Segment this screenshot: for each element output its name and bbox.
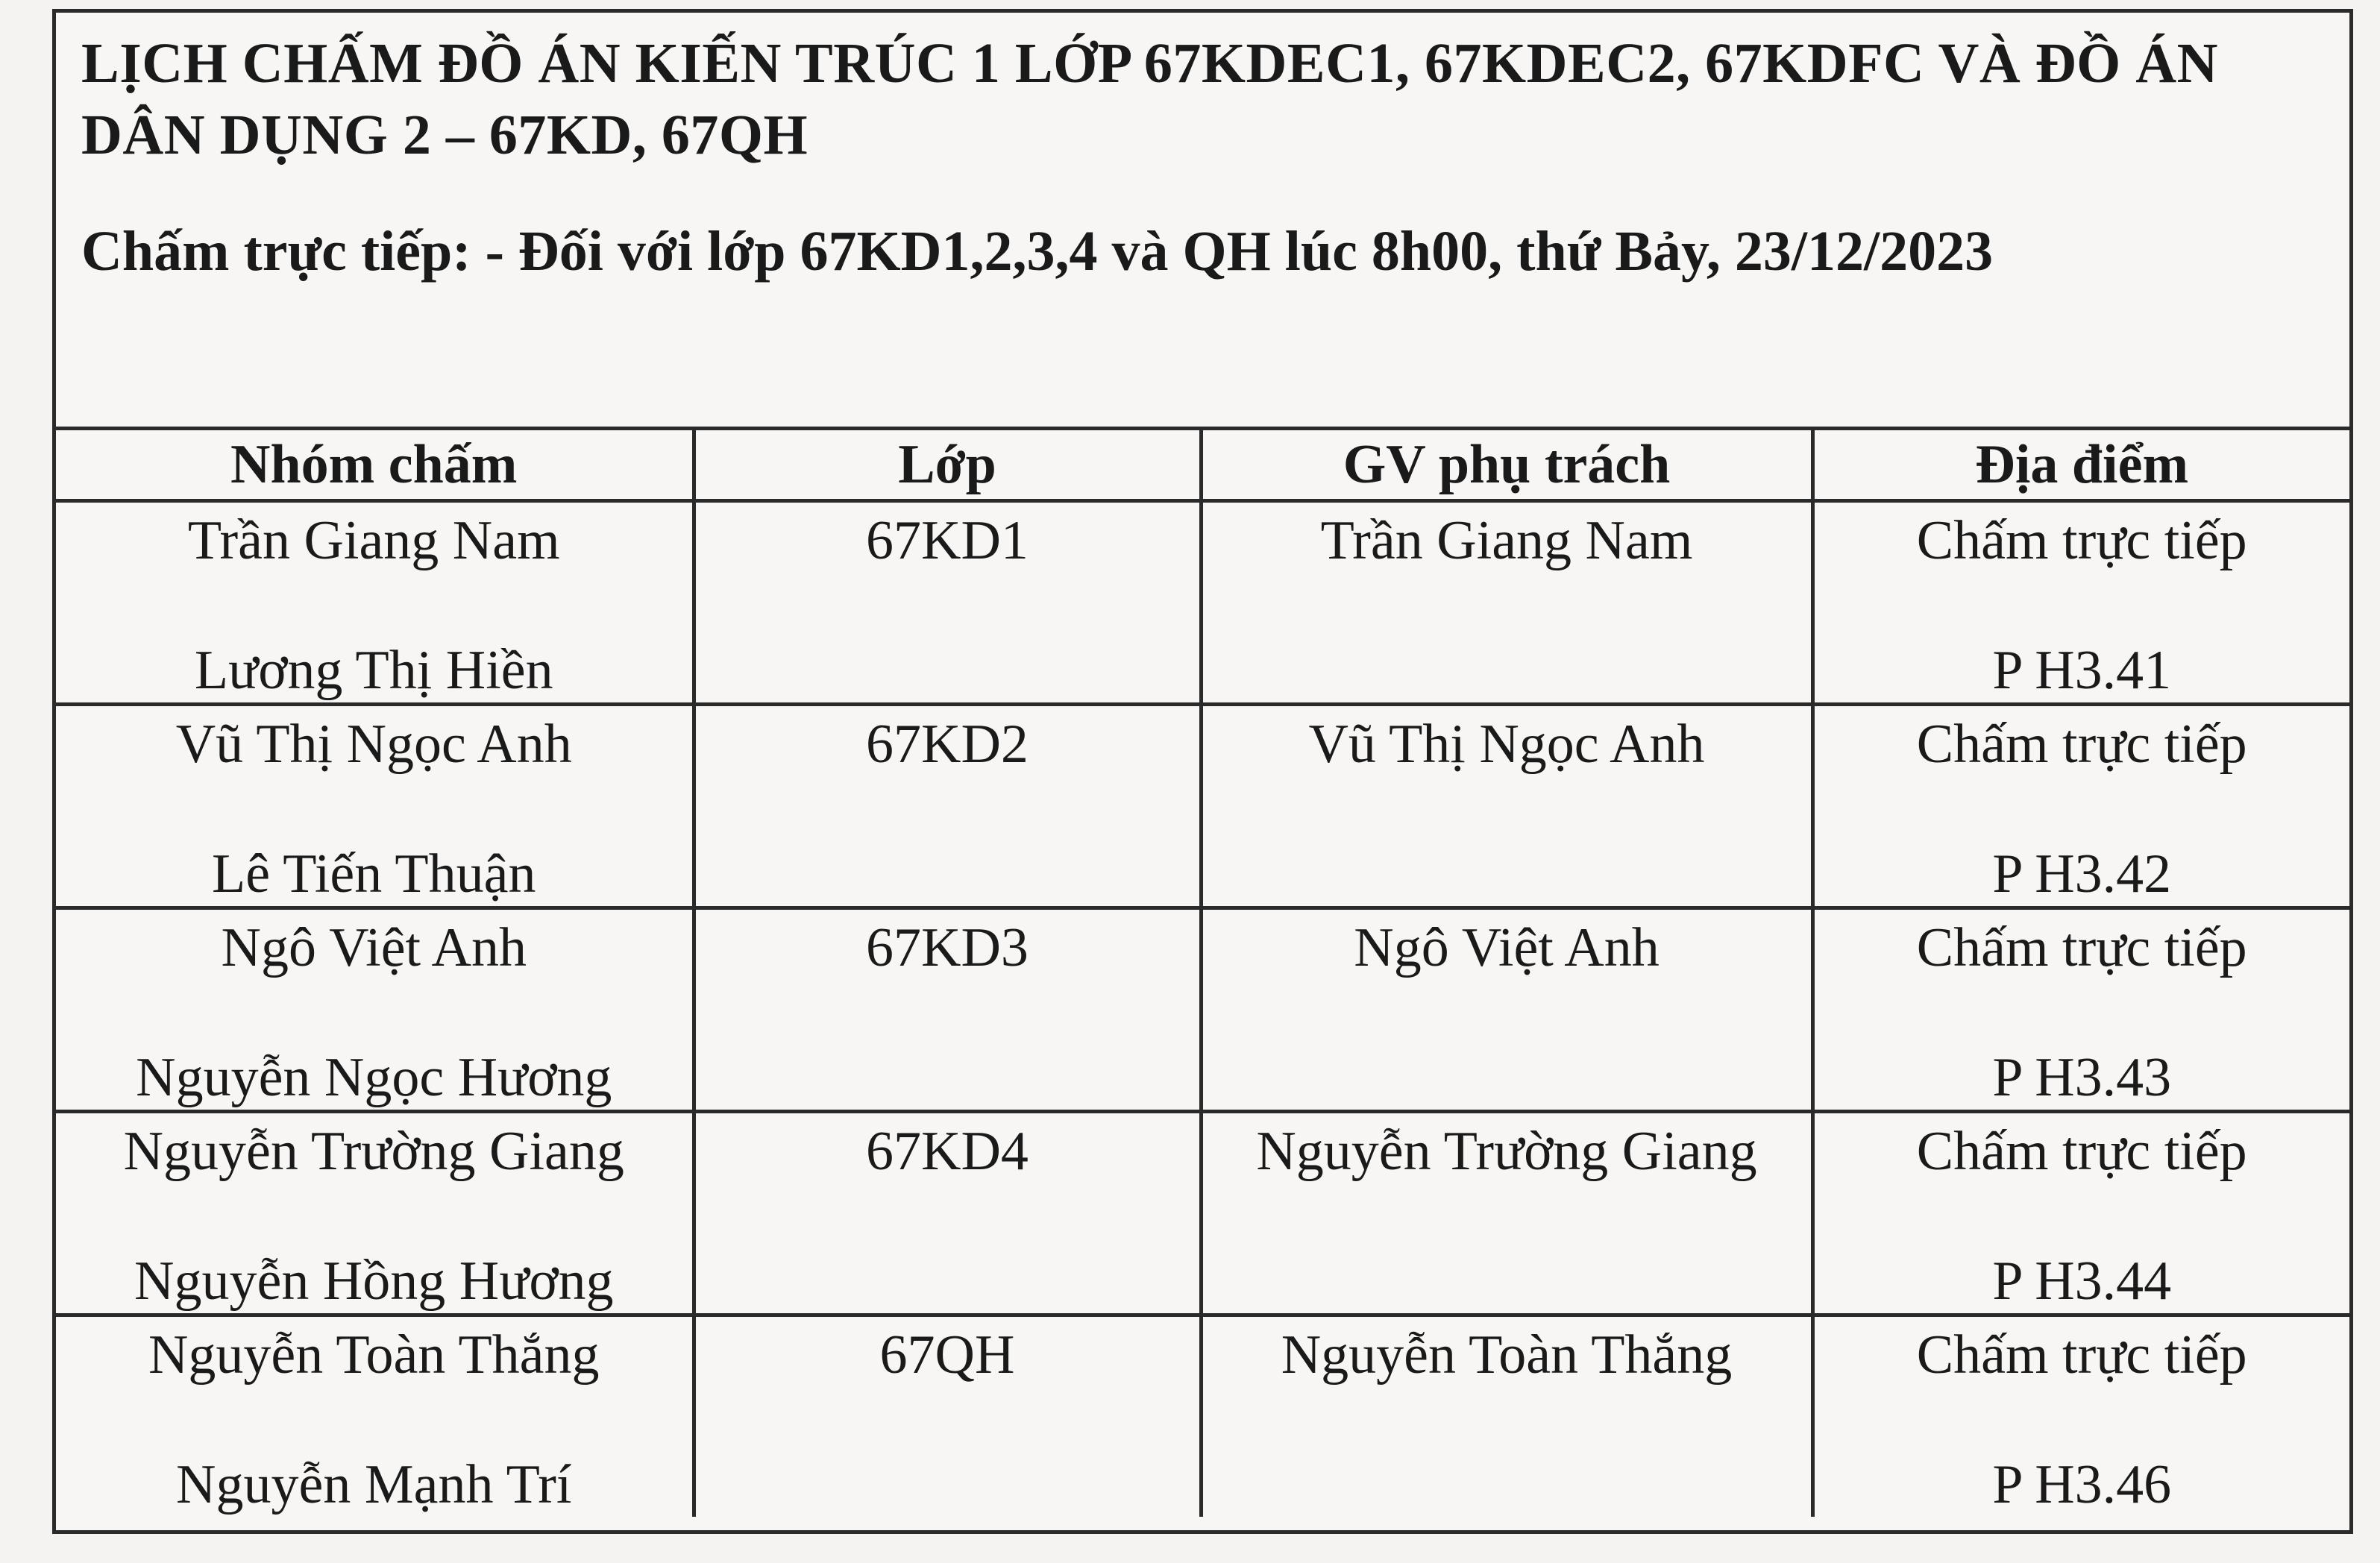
- group-cell: [56, 1112, 694, 1315]
- group-cell: [56, 908, 694, 1112]
- grader-name: Nguyễn Trường Giang: [123, 1121, 624, 1182]
- group-cell: [56, 705, 694, 908]
- location-cell: [1812, 1112, 2349, 1315]
- room-number: P H3.44: [1992, 1251, 2172, 1312]
- grading-mode: Chấm trực tiếp: [1916, 1121, 2247, 1182]
- teacher-cell: Nguyễn Toàn Thắng: [1201, 1315, 1812, 1518]
- table-row: [56, 501, 2349, 705]
- grader-name: Lê Tiến Thuận: [212, 843, 536, 905]
- grader-name: Nguyễn Ngọc Hương: [136, 1047, 612, 1108]
- grader-name: Nguyễn Hồng Hương: [134, 1251, 614, 1312]
- room-number: P H3.46: [1992, 1454, 2172, 1515]
- table-header-row: [56, 430, 2349, 501]
- room-number: P H3.42: [1992, 843, 2172, 905]
- table-row: [56, 1315, 2349, 1518]
- table-row: [56, 705, 2349, 908]
- teacher-cell: Nguyễn Trường Giang: [1201, 1112, 1812, 1315]
- grading-mode: Chấm trực tiếp: [1916, 917, 2247, 978]
- group-cell: [56, 1315, 694, 1518]
- grading-mode: Chấm trực tiếp: [1916, 1324, 2247, 1386]
- grading-schedule-table: [56, 430, 2349, 1517]
- schedule-document: [52, 9, 2353, 1534]
- grader-name: Nguyễn Toàn Thắng: [148, 1324, 600, 1386]
- table-row: [56, 908, 2349, 1112]
- grader-name: Vũ Thị Ngọc Anh: [175, 714, 572, 775]
- location-cell: [1812, 705, 2349, 908]
- location-cell: [1812, 908, 2349, 1112]
- teacher-cell: Ngô Việt Anh: [1201, 908, 1812, 1112]
- teacher-cell: Trần Giang Nam: [1201, 501, 1812, 705]
- teacher-cell: Vũ Thị Ngọc Anh: [1201, 705, 1812, 908]
- class-cell: 67QH: [694, 1315, 1201, 1518]
- column-header-teacher: GV phụ trách: [1201, 430, 1812, 501]
- room-number: P H3.41: [1992, 640, 2172, 701]
- group-cell: [56, 501, 694, 705]
- column-header-class: Lớp: [694, 430, 1201, 501]
- grader-name: Ngô Việt Anh: [221, 917, 527, 978]
- grading-mode: Chấm trực tiếp: [1916, 714, 2247, 775]
- location-cell: [1812, 1315, 2349, 1518]
- class-cell: 67KD2: [694, 705, 1201, 908]
- grading-mode: Chấm trực tiếp: [1916, 510, 2247, 571]
- document-header: [56, 13, 2349, 430]
- grader-name: Nguyễn Mạnh Trí: [176, 1454, 572, 1515]
- class-cell: 67KD1: [694, 501, 1201, 705]
- grader-name: Lương Thị Hiền: [194, 640, 553, 701]
- document-subtitle: Chấm trực tiếp: - Đối với lớp 67KD1,2,3,4 và QH lúc 8h00, thứ Bảy, 23/12/2023: [81, 220, 1994, 283]
- document-title: LỊCH CHẤM ĐỒ ÁN KIẾN TRÚC 1 LỚP 67KDEC1, 67KDEC2, 67KDFC VÀ ĐỒ ÁN DÂN DỤNG 2 – 67KD, 67QH: [81, 32, 2219, 166]
- class-cell: 67KD4: [694, 1112, 1201, 1315]
- column-header-location: Địa điểm: [1812, 430, 2349, 501]
- room-number: P H3.43: [1992, 1047, 2172, 1108]
- table-row: [56, 1112, 2349, 1315]
- column-header-group: Nhóm chấm: [56, 430, 694, 501]
- location-cell: [1812, 501, 2349, 705]
- class-cell: 67KD3: [694, 908, 1201, 1112]
- grader-name: Trần Giang Nam: [187, 510, 560, 571]
